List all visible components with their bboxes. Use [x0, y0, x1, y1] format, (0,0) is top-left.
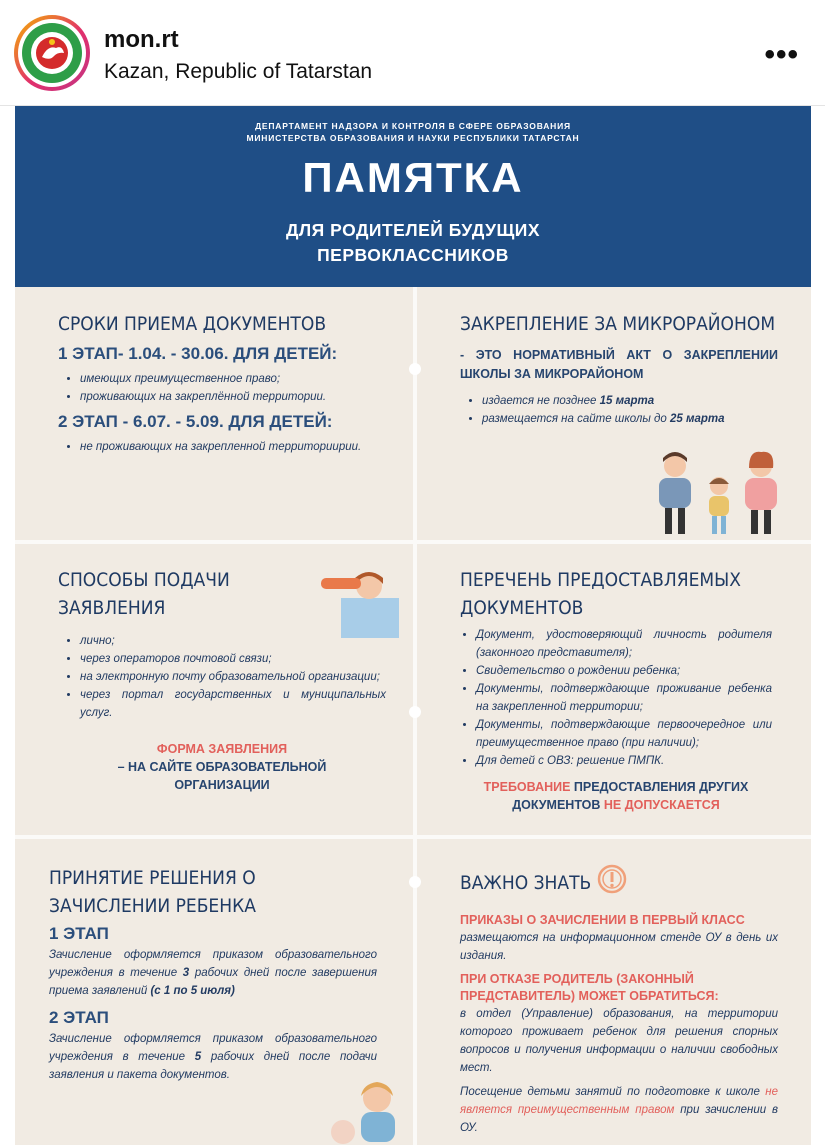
- deadlines-title: СРОКИ ПРИЕМА ДОКУМЕНТОВ: [58, 313, 327, 335]
- decision-section: [49, 864, 377, 1084]
- documents-section: [460, 566, 772, 814]
- list-item: • издается не позднее 15 марта: [482, 392, 778, 410]
- avatar[interactable]: [14, 15, 90, 91]
- list-item: • размещается на сайте школы до 25 марта: [482, 410, 778, 428]
- list-item: • не проживающих на закрепленной территориирии.: [80, 438, 386, 456]
- divider-dot: [409, 363, 421, 375]
- account-name[interactable]: mon.rt: [104, 26, 179, 53]
- district-section: [460, 310, 778, 428]
- decision-stage-1: 1 ЭТАП: [49, 924, 109, 943]
- more-options-icon[interactable]: •••: [764, 38, 799, 71]
- list-item: • Свидетельство о рождении ребенка;: [476, 662, 772, 680]
- form-note: ФОРМА ЗАЯВЛЕНИЯ – НА САЙТЕ ОБРАЗОВАТЕЛЬНОЙ ОРГАНИЗАЦИИ: [117, 742, 327, 792]
- important-section: [460, 864, 778, 1137]
- orders-text: размещаются на информационном стенде ОУ в день их издания.: [460, 932, 778, 962]
- methods-list: [58, 632, 386, 722]
- decision-stage-2-text: Зачисление оформляется приказом образовательного учреждения в течение 5 рабочих дней после подачи заявления и пакета документов.: [49, 1033, 378, 1081]
- leaflet-subtitle: ДЛЯ РОДИТЕЛЕЙ БУДУЩИХ ПЕРВОКЛАССНИКОВ: [285, 220, 541, 265]
- prep-note: Посещение детьми занятий по подготовке к школе не является преимущественным правом при зачислении в ОУ.: [460, 1086, 778, 1134]
- district-intro: - ЭТО НОРМАТИВНЫЙ АКТ О ЗАКРЕПЛЕНИИ ШКОЛЫ ЗА МИКРОРАЙОНОМ: [460, 348, 778, 381]
- grid-divider-horizontal: [15, 835, 811, 839]
- list-item: • Документ, удостоверяющий личность родителя (законного представителя);: [476, 626, 772, 662]
- documents-requirement: ТРЕБОВАНИЕ ПРЕДОСТАВЛЕНИЯ ДРУГИХ ДОКУМЕНТОВ НЕ ДОПУСКАЕТСЯ: [483, 780, 749, 812]
- orders-heading: ПРИКАЗЫ О ЗАЧИСЛЕНИИ В ПЕРВЫЙ КЛАСС: [460, 913, 745, 927]
- grid-divider-horizontal: [15, 540, 811, 544]
- stage-2-list: [58, 438, 386, 456]
- post-header: [0, 0, 825, 106]
- methods-title: СПОСОБЫ ПОДАЧИ ЗАЯВЛЕНИЯ: [58, 569, 230, 619]
- list-item: • Документы, подтверждающие проживание ребенка на закрепленной территории;: [476, 680, 772, 716]
- child-reading-illustration: [325, 1074, 409, 1145]
- list-item: • Для детей с ОВЗ: решение ПМПК.: [476, 752, 772, 770]
- list-item: • Документы, подтверждающие первоочередное или преимущественное право (при наличии);: [476, 716, 772, 752]
- child-binoculars-illustration: [315, 564, 405, 640]
- documents-title: ПЕРЕЧЕНЬ ПРЕДОСТАВЛЯЕМЫХ ДОКУМЕНТОВ: [460, 569, 741, 619]
- department-line-1: ДЕПАРТАМЕНТ НАДЗОРА И КОНТРОЛЯ В СФЕРЕ ОБРАЗОВАНИЯ: [255, 121, 571, 131]
- documents-list: [460, 626, 772, 770]
- list-item: • лично;: [80, 632, 386, 650]
- list-item: • на электронную почту образовательной организации;: [80, 668, 386, 686]
- list-item: • проживающих на закреплённой территории.: [80, 388, 386, 406]
- list-item: • имеющих преимущественное право;: [80, 370, 386, 388]
- leaflet-banner: [15, 106, 811, 287]
- deadlines-section: [58, 310, 386, 456]
- leaflet-image: [15, 106, 811, 1145]
- deadlines-stage-2: 2 ЭТАП - 6.07. - 5.09. ДЛЯ ДЕТЕЙ:: [58, 412, 333, 431]
- tatarstan-emblem-icon: [22, 23, 82, 83]
- district-list: [460, 392, 778, 428]
- stage-1-list: [58, 370, 386, 406]
- decision-title: ПРИНЯТИЕ РЕШЕНИЯ О ЗАЧИСЛЕНИИ РЕБЕНКА: [49, 867, 256, 917]
- decision-stage-1-text: Зачисление оформляется приказом образовательного учреждения в течение 3 рабочих дней после завершения приема заявлений (с 1 по 5 июля): [49, 949, 377, 997]
- important-title: ВАЖНО ЗНАТЬ: [460, 864, 778, 902]
- deadlines-stage-1: 1 ЭТАП- 1.04. - 30.06. ДЛЯ ДЕТЕЙ:: [58, 344, 338, 363]
- exclamation-circle-icon: [597, 864, 627, 902]
- list-item: • через портал государственных и муниципальных услуг.: [80, 686, 386, 722]
- leaflet-title: ПАМЯТКА: [302, 154, 524, 201]
- divider-dot: [409, 706, 421, 718]
- decision-stage-2: 2 ЭТАП: [49, 1008, 109, 1027]
- refusal-text: в отдел (Управление) образования, на территории которого проживает ребенок для решения спорных вопросов и получения информации о наличии свободных мест.: [460, 1008, 778, 1074]
- department-line-2: МИНИСТЕРСТВА ОБРАЗОВАНИЯ И НАУКИ РЕСПУБЛИКИ ТАТАРСТАН: [246, 133, 580, 143]
- account-location[interactable]: Kazan, Republic of Tatarstan: [104, 60, 373, 83]
- children-illustration: [645, 446, 795, 538]
- refusal-heading: ПРИ ОТКАЗЕ РОДИТЕЛЬ (ЗАКОННЫЙ ПРЕДСТАВИТЕЛЬ) МОЖЕТ ОБРАТИТЬСЯ:: [460, 972, 719, 1003]
- list-item: • через операторов почтовой связи;: [80, 650, 386, 668]
- divider-dot: [409, 876, 421, 888]
- district-title: ЗАКРЕПЛЕНИЕ ЗА МИКРОРАЙОНОМ: [460, 313, 776, 335]
